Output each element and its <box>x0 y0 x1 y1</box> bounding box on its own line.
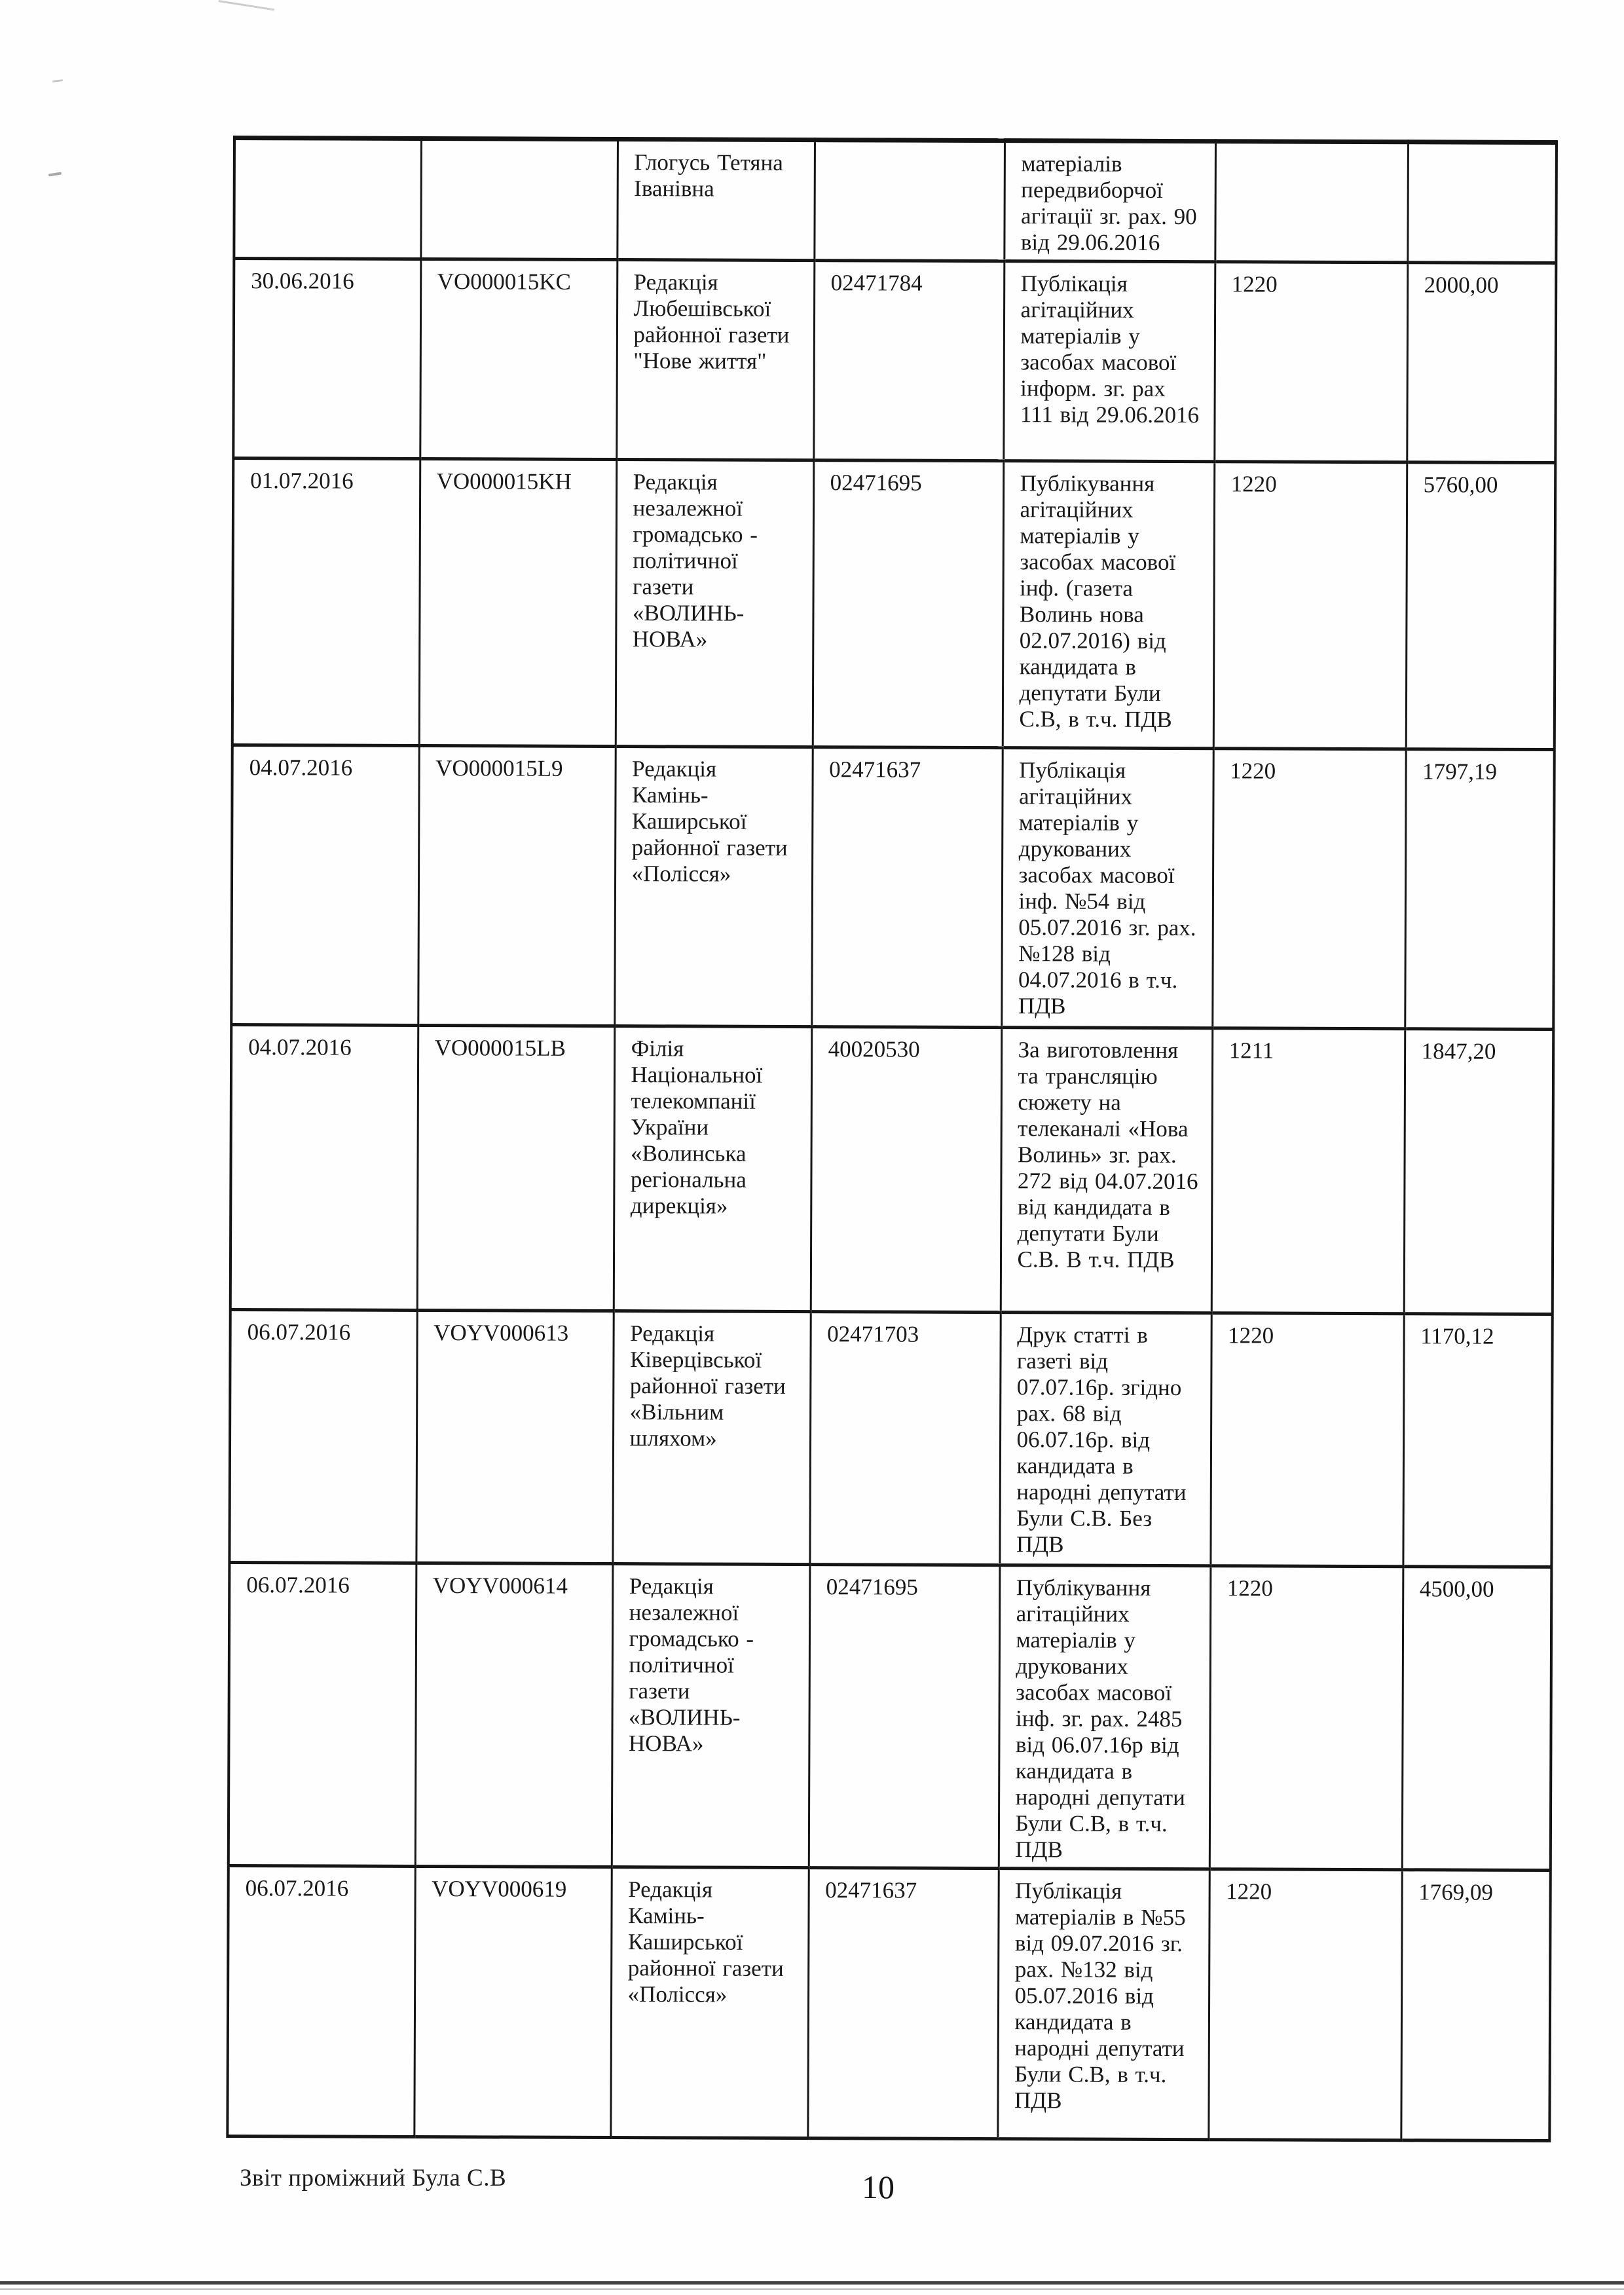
table-cell: 4500,00 <box>1402 1567 1552 1871</box>
table-cell: 01.07.2016 <box>232 458 420 746</box>
table-cell: 02471784 <box>813 261 1004 461</box>
table-cell <box>1215 141 1408 263</box>
scan-speck-artifact <box>48 172 62 176</box>
table-cell: VO000015KH <box>419 458 617 746</box>
table-cell: Публікування агітаційних матеріалів у друкованих засобах масової інф. зг. рах. 2485 від 06.07.16р від кандидата в народні депутати Були С.В, в т.ч. ПДВ <box>999 1565 1211 1869</box>
table-cell: Редакція незалежної громадсько - політичної газети «ВОЛИНЬ-НОВА» <box>612 1564 810 1868</box>
table-cell: VO000015L9 <box>418 745 615 1026</box>
table-cell: За виготовлення та трансляцію сюжету на телеканалі «Нова Волинь» зг. рах. 272 від 04.07.2016 від кандидата в депутати Були С.В. В т.ч. ПДВ <box>1001 1028 1213 1313</box>
table-cell: VOYV000613 <box>416 1310 613 1563</box>
table-cell: 1220 <box>1209 1566 1403 1870</box>
table-cell <box>814 140 1005 261</box>
table-cell: Редакція Камінь-Каширської районної газети «Полісся» <box>610 1867 808 2138</box>
table-cell: матеріалів передвиборчої агітації зг. рах. 90 від 29.06.2016 <box>1004 141 1215 262</box>
table-cell: 1170,12 <box>1403 1314 1552 1567</box>
report-table-body <box>227 138 1557 2141</box>
table-cell: VOYV000614 <box>415 1563 613 1867</box>
table-cell: 1220 <box>1214 262 1407 462</box>
page-number: 10 <box>862 2169 895 2205</box>
table-cell: 02471695 <box>813 460 1004 748</box>
table-cell: Філія Національної телекомпанії України «Волинська регіональна дирекція» <box>614 1026 812 1312</box>
table-row <box>227 1865 1550 2140</box>
table-cell: Публікація матеріалів в №55 від 09.07.2016 зг. рах. №132 від 05.07.2016 від кандидата в народні депутати Були С.В, в т.ч. ПДВ <box>997 1869 1209 2140</box>
table-row <box>231 745 1554 1030</box>
table-cell: 2000,00 <box>1407 263 1556 463</box>
table-cell: VO000015KC <box>420 259 617 460</box>
table-cell: 40020530 <box>811 1027 1002 1313</box>
table-cell <box>420 139 618 260</box>
table-cell: Редакція незалежної громадсько - політичної газети «ВОЛИНЬ-НОВА» <box>616 460 814 747</box>
table-cell: Публікація агітаційних матеріалів у засобах масової інформ. зг. рах 111 від 29.06.2016 <box>1003 261 1215 462</box>
table-cell: 5760,00 <box>1406 462 1556 750</box>
report-table <box>226 136 1558 2142</box>
table-row <box>229 1309 1552 1567</box>
table-cell: 02471695 <box>809 1565 1000 1869</box>
table-cell: 06.07.2016 <box>227 1865 415 2136</box>
scan-edge-artifact <box>219 0 274 10</box>
table-cell: 1211 <box>1211 1028 1405 1314</box>
table-cell: 06.07.2016 <box>229 1309 416 1563</box>
report-table-wrapper <box>226 136 1558 2142</box>
table-cell: 1220 <box>1210 1313 1403 1567</box>
scan-bottom-line-artifact <box>0 2281 1624 2285</box>
table-row <box>232 458 1556 750</box>
table-cell: Друк статті в газеті від 07.07.16р. згідно рах. 68 від 06.07.16р. від кандидата в народні депутати Були С.В. Без ПДВ <box>999 1313 1211 1566</box>
table-cell <box>1407 142 1557 263</box>
table-cell: 04.07.2016 <box>231 1024 418 1310</box>
table-row <box>231 1024 1554 1314</box>
table-row <box>229 1562 1552 1870</box>
table-cell: VOYV000619 <box>414 1866 611 2137</box>
table-cell: 1797,19 <box>1405 749 1554 1030</box>
table-row <box>234 138 1557 263</box>
table-cell: 1220 <box>1208 1869 1401 2140</box>
table-cell <box>234 138 421 259</box>
table-cell: 1220 <box>1213 462 1407 749</box>
table-cell: Публікація агітаційних матеріалів у друкованих засобах масової інф. №54 від 05.07.2016 зг. рах. №128 від 04.07.2016 в т.ч. ПДВ <box>1001 748 1213 1028</box>
table-cell: 1847,20 <box>1404 1029 1554 1315</box>
table-cell: Редакція Ківерцівської районної газети «Вільним шляхом» <box>612 1311 810 1565</box>
table-cell: 1769,09 <box>1401 1870 1550 2141</box>
table-cell: Редакція Камінь-Каширської районної газети «Полісся» <box>614 747 812 1027</box>
table-cell: Публікування агітаційних матеріалів у засобах масової інф. (газета Волинь нова 02.07.2016) від кандидата в депутати Були С.В, в т.ч. ПДВ <box>1003 461 1215 749</box>
table-cell: 04.07.2016 <box>231 745 418 1026</box>
scan-bottom-line-artifact <box>0 2288 1624 2290</box>
table-cell: 30.06.2016 <box>233 259 420 459</box>
table-cell: 02471637 <box>807 1868 998 2139</box>
table-cell: 1220 <box>1212 749 1405 1029</box>
table-cell: VO000015LB <box>417 1025 615 1311</box>
table-cell: 06.07.2016 <box>229 1562 416 1866</box>
table-cell: Редакція Любешівської районної газети "Нове життя" <box>616 260 814 460</box>
table-row <box>233 259 1556 463</box>
scan-speck-artifact <box>52 79 63 83</box>
table-cell: Глогусь Тетяна Іванівна <box>617 140 815 261</box>
footer-report-label: Звіт проміжний Була С.В <box>240 2165 507 2192</box>
table-cell: 02471703 <box>809 1312 1000 1565</box>
table-cell: 02471637 <box>811 747 1002 1028</box>
